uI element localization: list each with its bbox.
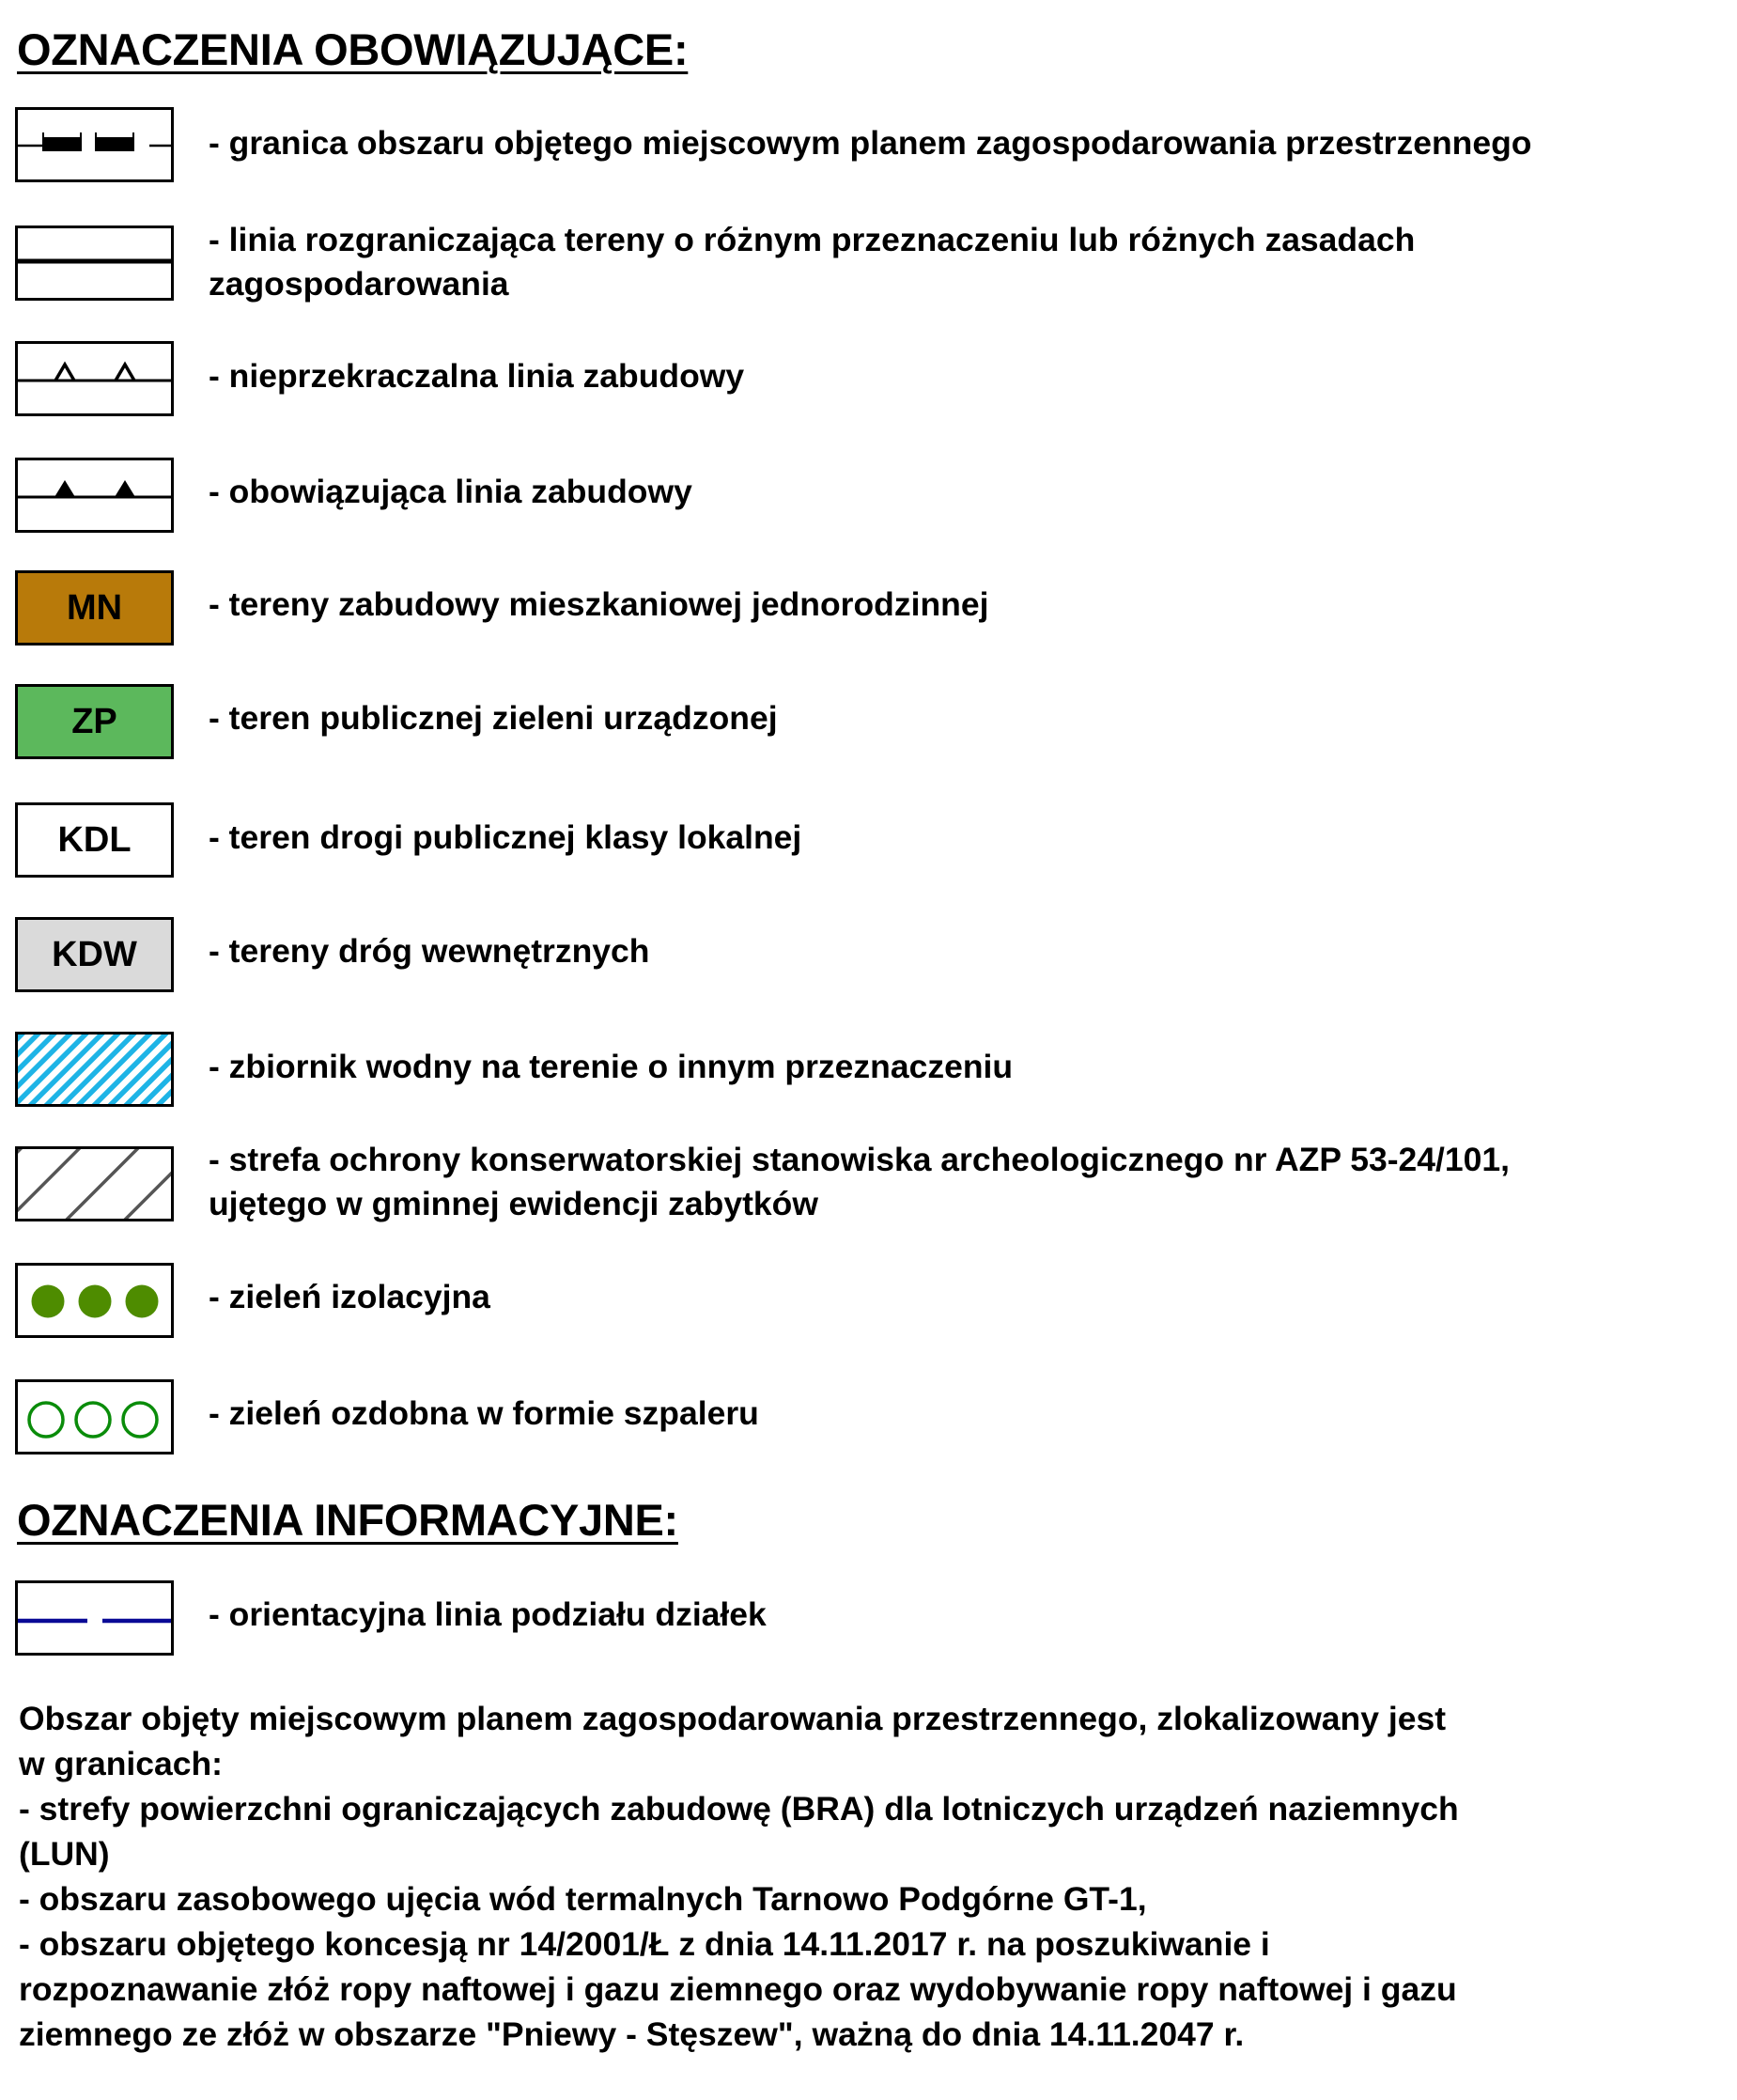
- grey-hatch-icon: [18, 1149, 171, 1219]
- ornamental-green-symbol: [15, 1379, 174, 1454]
- kdw-code: KDW: [52, 935, 137, 974]
- kdl-code: KDL: [57, 820, 132, 860]
- note-line: Obszar objęty miejscowym planem zagospodarowania przestrzennego, zlokalizowany jest: [19, 1700, 1447, 1737]
- non-exceedable-building-line-symbol: [15, 341, 174, 416]
- note-line: w granicach:: [19, 1745, 224, 1782]
- mandatory-section-heading: OZNACZENIA OBOWIĄZUJĄCE:: [17, 24, 689, 74]
- plot-division-symbol: [15, 1580, 174, 1656]
- plan-boundary-label: - granica obszaru objętego miejscowym planem zagospodarowania przestrzennego: [209, 124, 1532, 162]
- non-exceedable-building-line-label: - nieprzekraczalna linia zabudowy: [209, 357, 745, 395]
- open-circles-icon: [18, 1382, 171, 1452]
- informative-section-heading: OZNACZENIA INFORMACYJNE:: [17, 1495, 678, 1545]
- kdw-label: - tereny dróg wewnętrznych: [209, 932, 650, 970]
- water-symbol: [15, 1032, 174, 1107]
- mn-symbol: [15, 570, 174, 646]
- demarcation-line-icon: [18, 228, 171, 298]
- blue-hatch-icon: [18, 1034, 171, 1104]
- isolation-green-symbol: [15, 1263, 174, 1338]
- note-line: - strefy powierzchni ograniczających zabudowę (BRA) dla lotniczych urządzeń naziemnych: [19, 1790, 1459, 1828]
- demarcation-line-label: - linia rozgraniczająca tereny o różnym przeznaczeniu lub różnych zasadach zagospodarowania: [209, 221, 1416, 303]
- filled-dots-icon: [18, 1266, 171, 1335]
- mandatory-building-line-symbol: [15, 458, 174, 533]
- ornamental-green-label: - zieleń ozdobna w formie szpaleru: [209, 1394, 759, 1432]
- note-line: ziemnego ze złóż w obszarze "Pniewy - Stęszew", ważną do dnia 14.11.2047 r.: [19, 2015, 1245, 2053]
- filled-triangle-line-icon: [18, 460, 171, 530]
- zp-label: - teren publicznej zieleni urządzonej: [209, 699, 778, 737]
- dashed-blue-line-icon: [18, 1583, 171, 1653]
- mn-code: MN: [66, 588, 123, 628]
- demarcation-line-symbol: [15, 226, 174, 301]
- mn-label: - tereny zabudowy mieszkaniowej jednorodzinnej: [209, 585, 989, 623]
- archaeology-zone-symbol: [15, 1146, 174, 1221]
- water-label: - zbiornik wodny na terenie o innym przeznaczeniu: [209, 1048, 1014, 1085]
- boundary-line-icon: [18, 110, 171, 179]
- kdw-symbol: [15, 917, 174, 992]
- kdl-label: - teren drogi publicznej klasy lokalnej: [209, 818, 802, 856]
- open-triangle-line-icon: [18, 344, 171, 413]
- note-line: (LUN): [19, 1835, 110, 1873]
- note-line: rozpoznawanie złóż ropy naftowej i gazu ziemnego oraz wydobywanie ropy naftowej i gazu: [19, 1970, 1457, 2008]
- plan-boundary-symbol: [15, 107, 174, 182]
- location-note: [19, 1696, 1710, 2057]
- zp-code: ZP: [71, 702, 117, 741]
- note-line: - obszaru objętego koncesją nr 14/2001/Ł z dnia 14.11.2017 r. na poszukiwanie i: [19, 1925, 1270, 1963]
- plot-division-label: - orientacyjna linia podziału działek: [209, 1595, 767, 1633]
- kdl-symbol: [15, 802, 174, 878]
- archaeology-zone-label: - strefa ochrony konserwatorskiej stanowiska archeologicznego nr AZP 53-24/101, ujętego w gminnej ewidencji zabytków: [209, 1141, 1510, 1222]
- mandatory-building-line-label: - obowiązująca linia zabudowy: [209, 473, 692, 510]
- isolation-green-label: - zieleń izolacyjna: [209, 1278, 490, 1315]
- note-line: - obszaru zasobowego ujęcia wód termalnych Tarnowo Podgórne GT-1,: [19, 1880, 1147, 1918]
- zp-symbol: [15, 684, 174, 759]
